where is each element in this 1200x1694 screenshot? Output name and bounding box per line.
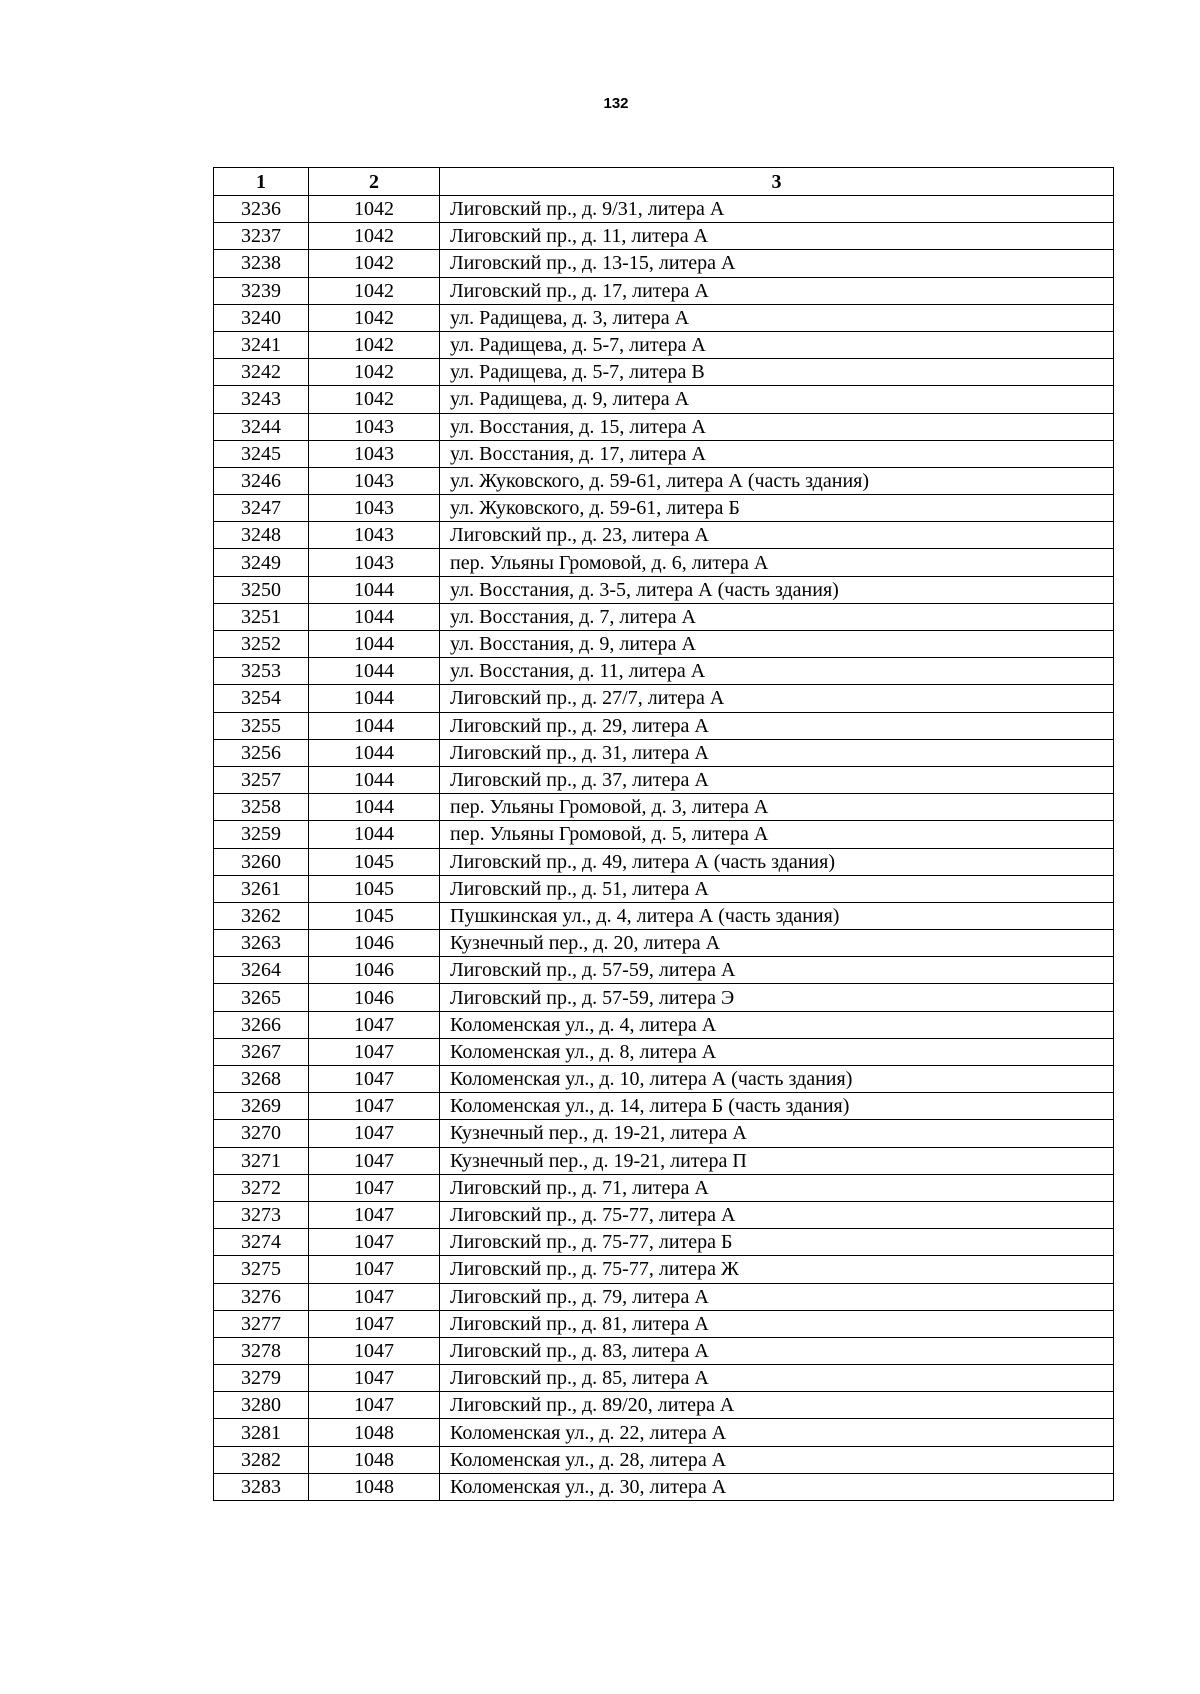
- address-cell: Лиговский пр., д. 75-77, литера А: [440, 1201, 1114, 1228]
- table-row: [214, 1093, 1114, 1120]
- table-header-row: [214, 168, 1114, 196]
- table-row: [214, 685, 1114, 712]
- table-row: [214, 495, 1114, 522]
- address-cell: ул. Восстания, д. 7, литера А: [440, 603, 1114, 630]
- table-row: [214, 603, 1114, 630]
- address-cell: Лиговский пр., д. 9/31, литера А: [440, 196, 1114, 223]
- block-number-cell: 1047: [309, 1093, 440, 1120]
- row-number-cell: 3280: [214, 1392, 309, 1419]
- table-row: [214, 359, 1114, 386]
- table-row: [214, 658, 1114, 685]
- address-cell: Лиговский пр., д. 89/20, литера А: [440, 1392, 1114, 1419]
- block-number-cell: 1043: [309, 440, 440, 467]
- block-number-cell: 1042: [309, 304, 440, 331]
- row-number-cell: 3243: [214, 386, 309, 413]
- row-number-cell: 3255: [214, 712, 309, 739]
- table-header: [214, 168, 1114, 196]
- block-number-cell: 1042: [309, 277, 440, 304]
- block-number-cell: 1048: [309, 1473, 440, 1500]
- row-number-cell: 3263: [214, 930, 309, 957]
- page-number: 132: [603, 95, 629, 112]
- block-number-cell: 1047: [309, 1174, 440, 1201]
- column-header-1: 1: [214, 168, 309, 196]
- row-number-cell: 3256: [214, 739, 309, 766]
- block-number-cell: 1044: [309, 576, 440, 603]
- table-row: [214, 984, 1114, 1011]
- row-number-cell: 3266: [214, 1011, 309, 1038]
- table-row: [214, 957, 1114, 984]
- table-row: [214, 440, 1114, 467]
- table-row: [214, 1337, 1114, 1364]
- table-row: [214, 1174, 1114, 1201]
- block-number-cell: 1047: [309, 1310, 440, 1337]
- block-number-cell: 1044: [309, 766, 440, 793]
- table-row: [214, 576, 1114, 603]
- address-cell: ул. Восстания, д. 3-5, литера А (часть здания): [440, 576, 1114, 603]
- address-cell: Лиговский пр., д. 29, литера А: [440, 712, 1114, 739]
- row-number-cell: 3271: [214, 1147, 309, 1174]
- table-row: [214, 1473, 1114, 1500]
- block-number-cell: 1047: [309, 1392, 440, 1419]
- row-number-cell: 3265: [214, 984, 309, 1011]
- table-row: [214, 277, 1114, 304]
- block-number-cell: 1046: [309, 957, 440, 984]
- address-cell: Лиговский пр., д. 23, литера А: [440, 522, 1114, 549]
- address-cell: Лиговский пр., д. 85, литера А: [440, 1365, 1114, 1392]
- block-number-cell: 1048: [309, 1419, 440, 1446]
- row-number-cell: 3238: [214, 250, 309, 277]
- address-cell: ул. Жуковского, д. 59-61, литера Б: [440, 495, 1114, 522]
- table-row: [214, 821, 1114, 848]
- address-cell: Коломенская ул., д. 4, литера А: [440, 1011, 1114, 1038]
- table-row: [214, 304, 1114, 331]
- table-row: [214, 522, 1114, 549]
- table-row: [214, 739, 1114, 766]
- table-row: [214, 1201, 1114, 1228]
- row-number-cell: 3269: [214, 1093, 309, 1120]
- address-cell: Коломенская ул., д. 10, литера А (часть здания): [440, 1066, 1114, 1093]
- row-number-cell: 3273: [214, 1201, 309, 1228]
- block-number-cell: 1043: [309, 495, 440, 522]
- table-row: [214, 848, 1114, 875]
- row-number-cell: 3275: [214, 1256, 309, 1283]
- block-number-cell: 1042: [309, 386, 440, 413]
- block-number-cell: 1045: [309, 875, 440, 902]
- column-header-2: 2: [309, 168, 440, 196]
- address-cell: ул. Радищева, д. 5-7, литера В: [440, 359, 1114, 386]
- block-number-cell: 1043: [309, 467, 440, 494]
- row-number-cell: 3283: [214, 1473, 309, 1500]
- address-cell: пер. Ульяны Громовой, д. 3, литера А: [440, 794, 1114, 821]
- address-cell: ул. Жуковского, д. 59-61, литера А (часть здания): [440, 467, 1114, 494]
- row-number-cell: 3258: [214, 794, 309, 821]
- block-number-cell: 1047: [309, 1201, 440, 1228]
- address-cell: ул. Радищева, д. 3, литера А: [440, 304, 1114, 331]
- row-number-cell: 3247: [214, 495, 309, 522]
- table-row: [214, 1365, 1114, 1392]
- address-cell: Кузнечный пер., д. 19-21, литера А: [440, 1120, 1114, 1147]
- row-number-cell: 3278: [214, 1337, 309, 1364]
- address-cell: ул. Восстания, д. 9, литера А: [440, 631, 1114, 658]
- block-number-cell: 1045: [309, 902, 440, 929]
- address-cell: Лиговский пр., д. 17, литера А: [440, 277, 1114, 304]
- row-number-cell: 3268: [214, 1066, 309, 1093]
- table-row: [214, 1066, 1114, 1093]
- table-row: [214, 1283, 1114, 1310]
- row-number-cell: 3253: [214, 658, 309, 685]
- row-number-cell: 3246: [214, 467, 309, 494]
- table-row: [214, 331, 1114, 358]
- address-cell: Коломенская ул., д. 14, литера Б (часть здания): [440, 1093, 1114, 1120]
- row-number-cell: 3259: [214, 821, 309, 848]
- address-cell: Лиговский пр., д. 57-59, литера А: [440, 957, 1114, 984]
- table-row: [214, 1446, 1114, 1473]
- block-number-cell: 1047: [309, 1337, 440, 1364]
- row-number-cell: 3264: [214, 957, 309, 984]
- block-number-cell: 1046: [309, 984, 440, 1011]
- table-row: [214, 1011, 1114, 1038]
- address-cell: Лиговский пр., д. 83, литера А: [440, 1337, 1114, 1364]
- row-number-cell: 3241: [214, 331, 309, 358]
- row-number-cell: 3240: [214, 304, 309, 331]
- block-number-cell: 1044: [309, 685, 440, 712]
- table-row: [214, 794, 1114, 821]
- row-number-cell: 3260: [214, 848, 309, 875]
- address-cell: Лиговский пр., д. 49, литера А (часть здания): [440, 848, 1114, 875]
- block-number-cell: 1046: [309, 930, 440, 957]
- row-number-cell: 3251: [214, 603, 309, 630]
- block-number-cell: 1044: [309, 712, 440, 739]
- row-number-cell: 3252: [214, 631, 309, 658]
- block-number-cell: 1044: [309, 794, 440, 821]
- table-row: [214, 631, 1114, 658]
- row-number-cell: 3262: [214, 902, 309, 929]
- address-cell: Лиговский пр., д. 79, литера А: [440, 1283, 1114, 1310]
- row-number-cell: 3276: [214, 1283, 309, 1310]
- block-number-cell: 1042: [309, 359, 440, 386]
- table-row: [214, 875, 1114, 902]
- block-number-cell: 1047: [309, 1066, 440, 1093]
- table-row: [214, 1310, 1114, 1337]
- table-row: [214, 1038, 1114, 1065]
- table-body: [214, 196, 1114, 1501]
- row-number-cell: 3272: [214, 1174, 309, 1201]
- row-number-cell: 3239: [214, 277, 309, 304]
- address-cell: Пушкинская ул., д. 4, литера А (часть здания): [440, 902, 1114, 929]
- table-row: [214, 930, 1114, 957]
- row-number-cell: 3282: [214, 1446, 309, 1473]
- row-number-cell: 3257: [214, 766, 309, 793]
- address-cell: Лиговский пр., д. 27/7, литера А: [440, 685, 1114, 712]
- address-cell: пер. Ульяны Громовой, д. 6, литера А: [440, 549, 1114, 576]
- table-row: [214, 386, 1114, 413]
- row-number-cell: 3237: [214, 223, 309, 250]
- row-number-cell: 3277: [214, 1310, 309, 1337]
- address-cell: Лиговский пр., д. 11, литера А: [440, 223, 1114, 250]
- address-cell: Лиговский пр., д. 75-77, литера Ж: [440, 1256, 1114, 1283]
- address-cell: Лиговский пр., д. 37, литера А: [440, 766, 1114, 793]
- block-number-cell: 1047: [309, 1011, 440, 1038]
- block-number-cell: 1047: [309, 1147, 440, 1174]
- address-cell: Лиговский пр., д. 71, литера А: [440, 1174, 1114, 1201]
- row-number-cell: 3281: [214, 1419, 309, 1446]
- block-number-cell: 1044: [309, 658, 440, 685]
- table-row: [214, 1256, 1114, 1283]
- table-row: [214, 196, 1114, 223]
- address-cell: Коломенская ул., д. 8, литера А: [440, 1038, 1114, 1065]
- address-cell: ул. Восстания, д. 11, литера А: [440, 658, 1114, 685]
- block-number-cell: 1044: [309, 821, 440, 848]
- table-row: [214, 223, 1114, 250]
- row-number-cell: 3249: [214, 549, 309, 576]
- block-number-cell: 1044: [309, 739, 440, 766]
- row-number-cell: 3242: [214, 359, 309, 386]
- address-cell: ул. Радищева, д. 5-7, литера А: [440, 331, 1114, 358]
- table-row: [214, 467, 1114, 494]
- row-number-cell: 3254: [214, 685, 309, 712]
- address-cell: Коломенская ул., д. 22, литера А: [440, 1419, 1114, 1446]
- row-number-cell: 3279: [214, 1365, 309, 1392]
- table-row: [214, 1419, 1114, 1446]
- table-row: [214, 413, 1114, 440]
- address-cell: Лиговский пр., д. 13-15, литера А: [440, 250, 1114, 277]
- block-number-cell: 1042: [309, 331, 440, 358]
- block-number-cell: 1042: [309, 250, 440, 277]
- address-cell: Лиговский пр., д. 51, литера А: [440, 875, 1114, 902]
- block-number-cell: 1042: [309, 196, 440, 223]
- address-cell: Коломенская ул., д. 30, литера А: [440, 1473, 1114, 1500]
- row-number-cell: 3270: [214, 1120, 309, 1147]
- block-number-cell: 1044: [309, 603, 440, 630]
- address-cell: Лиговский пр., д. 57-59, литера Э: [440, 984, 1114, 1011]
- row-number-cell: 3248: [214, 522, 309, 549]
- table-row: [214, 766, 1114, 793]
- block-number-cell: 1042: [309, 223, 440, 250]
- row-number-cell: 3274: [214, 1229, 309, 1256]
- address-cell: Кузнечный пер., д. 20, литера А: [440, 930, 1114, 957]
- table-row: [214, 250, 1114, 277]
- address-cell: ул. Восстания, д. 15, литера А: [440, 413, 1114, 440]
- table-row: [214, 712, 1114, 739]
- row-number-cell: 3245: [214, 440, 309, 467]
- address-cell: ул. Радищева, д. 9, литера А: [440, 386, 1114, 413]
- block-number-cell: 1044: [309, 631, 440, 658]
- block-number-cell: 1048: [309, 1446, 440, 1473]
- row-number-cell: 3244: [214, 413, 309, 440]
- block-number-cell: 1047: [309, 1038, 440, 1065]
- row-number-cell: 3267: [214, 1038, 309, 1065]
- address-cell: Кузнечный пер., д. 19-21, литера П: [440, 1147, 1114, 1174]
- table-row: [214, 1229, 1114, 1256]
- block-number-cell: 1045: [309, 848, 440, 875]
- row-number-cell: 3261: [214, 875, 309, 902]
- address-cell: Лиговский пр., д. 75-77, литера Б: [440, 1229, 1114, 1256]
- address-table: [213, 167, 1114, 1501]
- address-cell: Коломенская ул., д. 28, литера А: [440, 1446, 1114, 1473]
- block-number-cell: 1047: [309, 1365, 440, 1392]
- block-number-cell: 1047: [309, 1229, 440, 1256]
- block-number-cell: 1047: [309, 1120, 440, 1147]
- address-cell: пер. Ульяны Громовой, д. 5, литера А: [440, 821, 1114, 848]
- block-number-cell: 1047: [309, 1283, 440, 1310]
- table-row: [214, 1120, 1114, 1147]
- block-number-cell: 1043: [309, 413, 440, 440]
- block-number-cell: 1043: [309, 522, 440, 549]
- address-cell: Лиговский пр., д. 81, литера А: [440, 1310, 1114, 1337]
- row-number-cell: 3236: [214, 196, 309, 223]
- table-row: [214, 902, 1114, 929]
- address-cell: ул. Восстания, д. 17, литера А: [440, 440, 1114, 467]
- table-row: [214, 549, 1114, 576]
- column-header-3: 3: [440, 168, 1114, 196]
- block-number-cell: 1043: [309, 549, 440, 576]
- table-row: [214, 1392, 1114, 1419]
- row-number-cell: 3250: [214, 576, 309, 603]
- block-number-cell: 1047: [309, 1256, 440, 1283]
- address-cell: Лиговский пр., д. 31, литера А: [440, 739, 1114, 766]
- table-row: [214, 1147, 1114, 1174]
